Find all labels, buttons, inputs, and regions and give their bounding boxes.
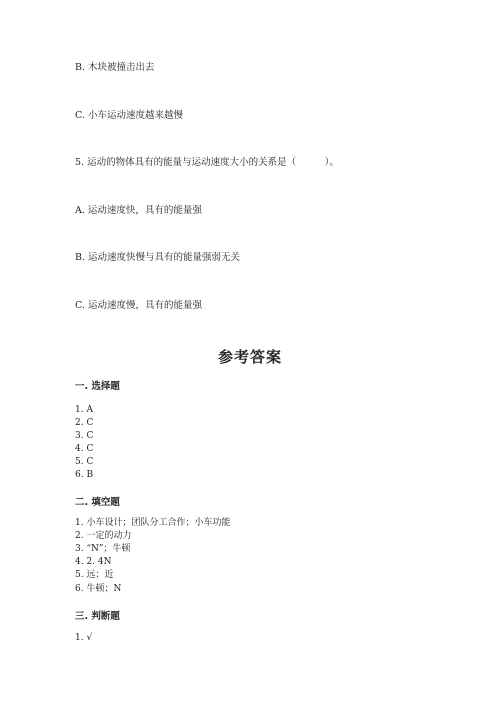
- answer-item: 5. 远；近: [75, 570, 114, 580]
- answer-item: 1. 小车设计；团队分工合作；小车功能: [75, 518, 231, 528]
- answer-item: 5. C: [75, 457, 94, 467]
- answer-item: 2. C: [75, 418, 94, 428]
- question-option-a-q5: A. 运动速度快，具有的能量强: [75, 205, 202, 216]
- answer-item: 3. “N”；牛顿: [75, 544, 131, 554]
- question-option-c-q4: C. 小车运动速度越来越慢: [75, 110, 183, 121]
- answer-item: 6. B: [75, 470, 94, 480]
- answer-item: 2. 一定的动力: [75, 531, 132, 541]
- answer-item: 4. 2. 4N: [75, 557, 112, 567]
- question-option-c-q5: C. 运动速度慢，具有的能量强: [75, 300, 202, 311]
- answer-item: 1. A: [75, 405, 93, 415]
- answer-item: 1. √: [75, 633, 93, 643]
- section-heading-fill: 二. 填空题: [75, 497, 120, 508]
- question-5-stem: 5. 运动的物体具有的能量与运动速度大小的关系是（ ）。: [75, 157, 339, 168]
- section-heading-choice: 一. 选择题: [75, 381, 120, 392]
- section-heading-judge: 三. 判断题: [75, 611, 120, 622]
- question-option-b-q5: B. 运动速度快慢与具有的能量强弱无关: [75, 252, 241, 263]
- answer-item: 4. C: [75, 444, 94, 454]
- question-option-b-q4: B. 木块被撞击出去: [75, 62, 155, 73]
- answer-item: 6. 牛顿；N: [75, 584, 122, 594]
- answer-item: 3. C: [75, 431, 94, 441]
- answers-title: 参考答案: [217, 348, 282, 366]
